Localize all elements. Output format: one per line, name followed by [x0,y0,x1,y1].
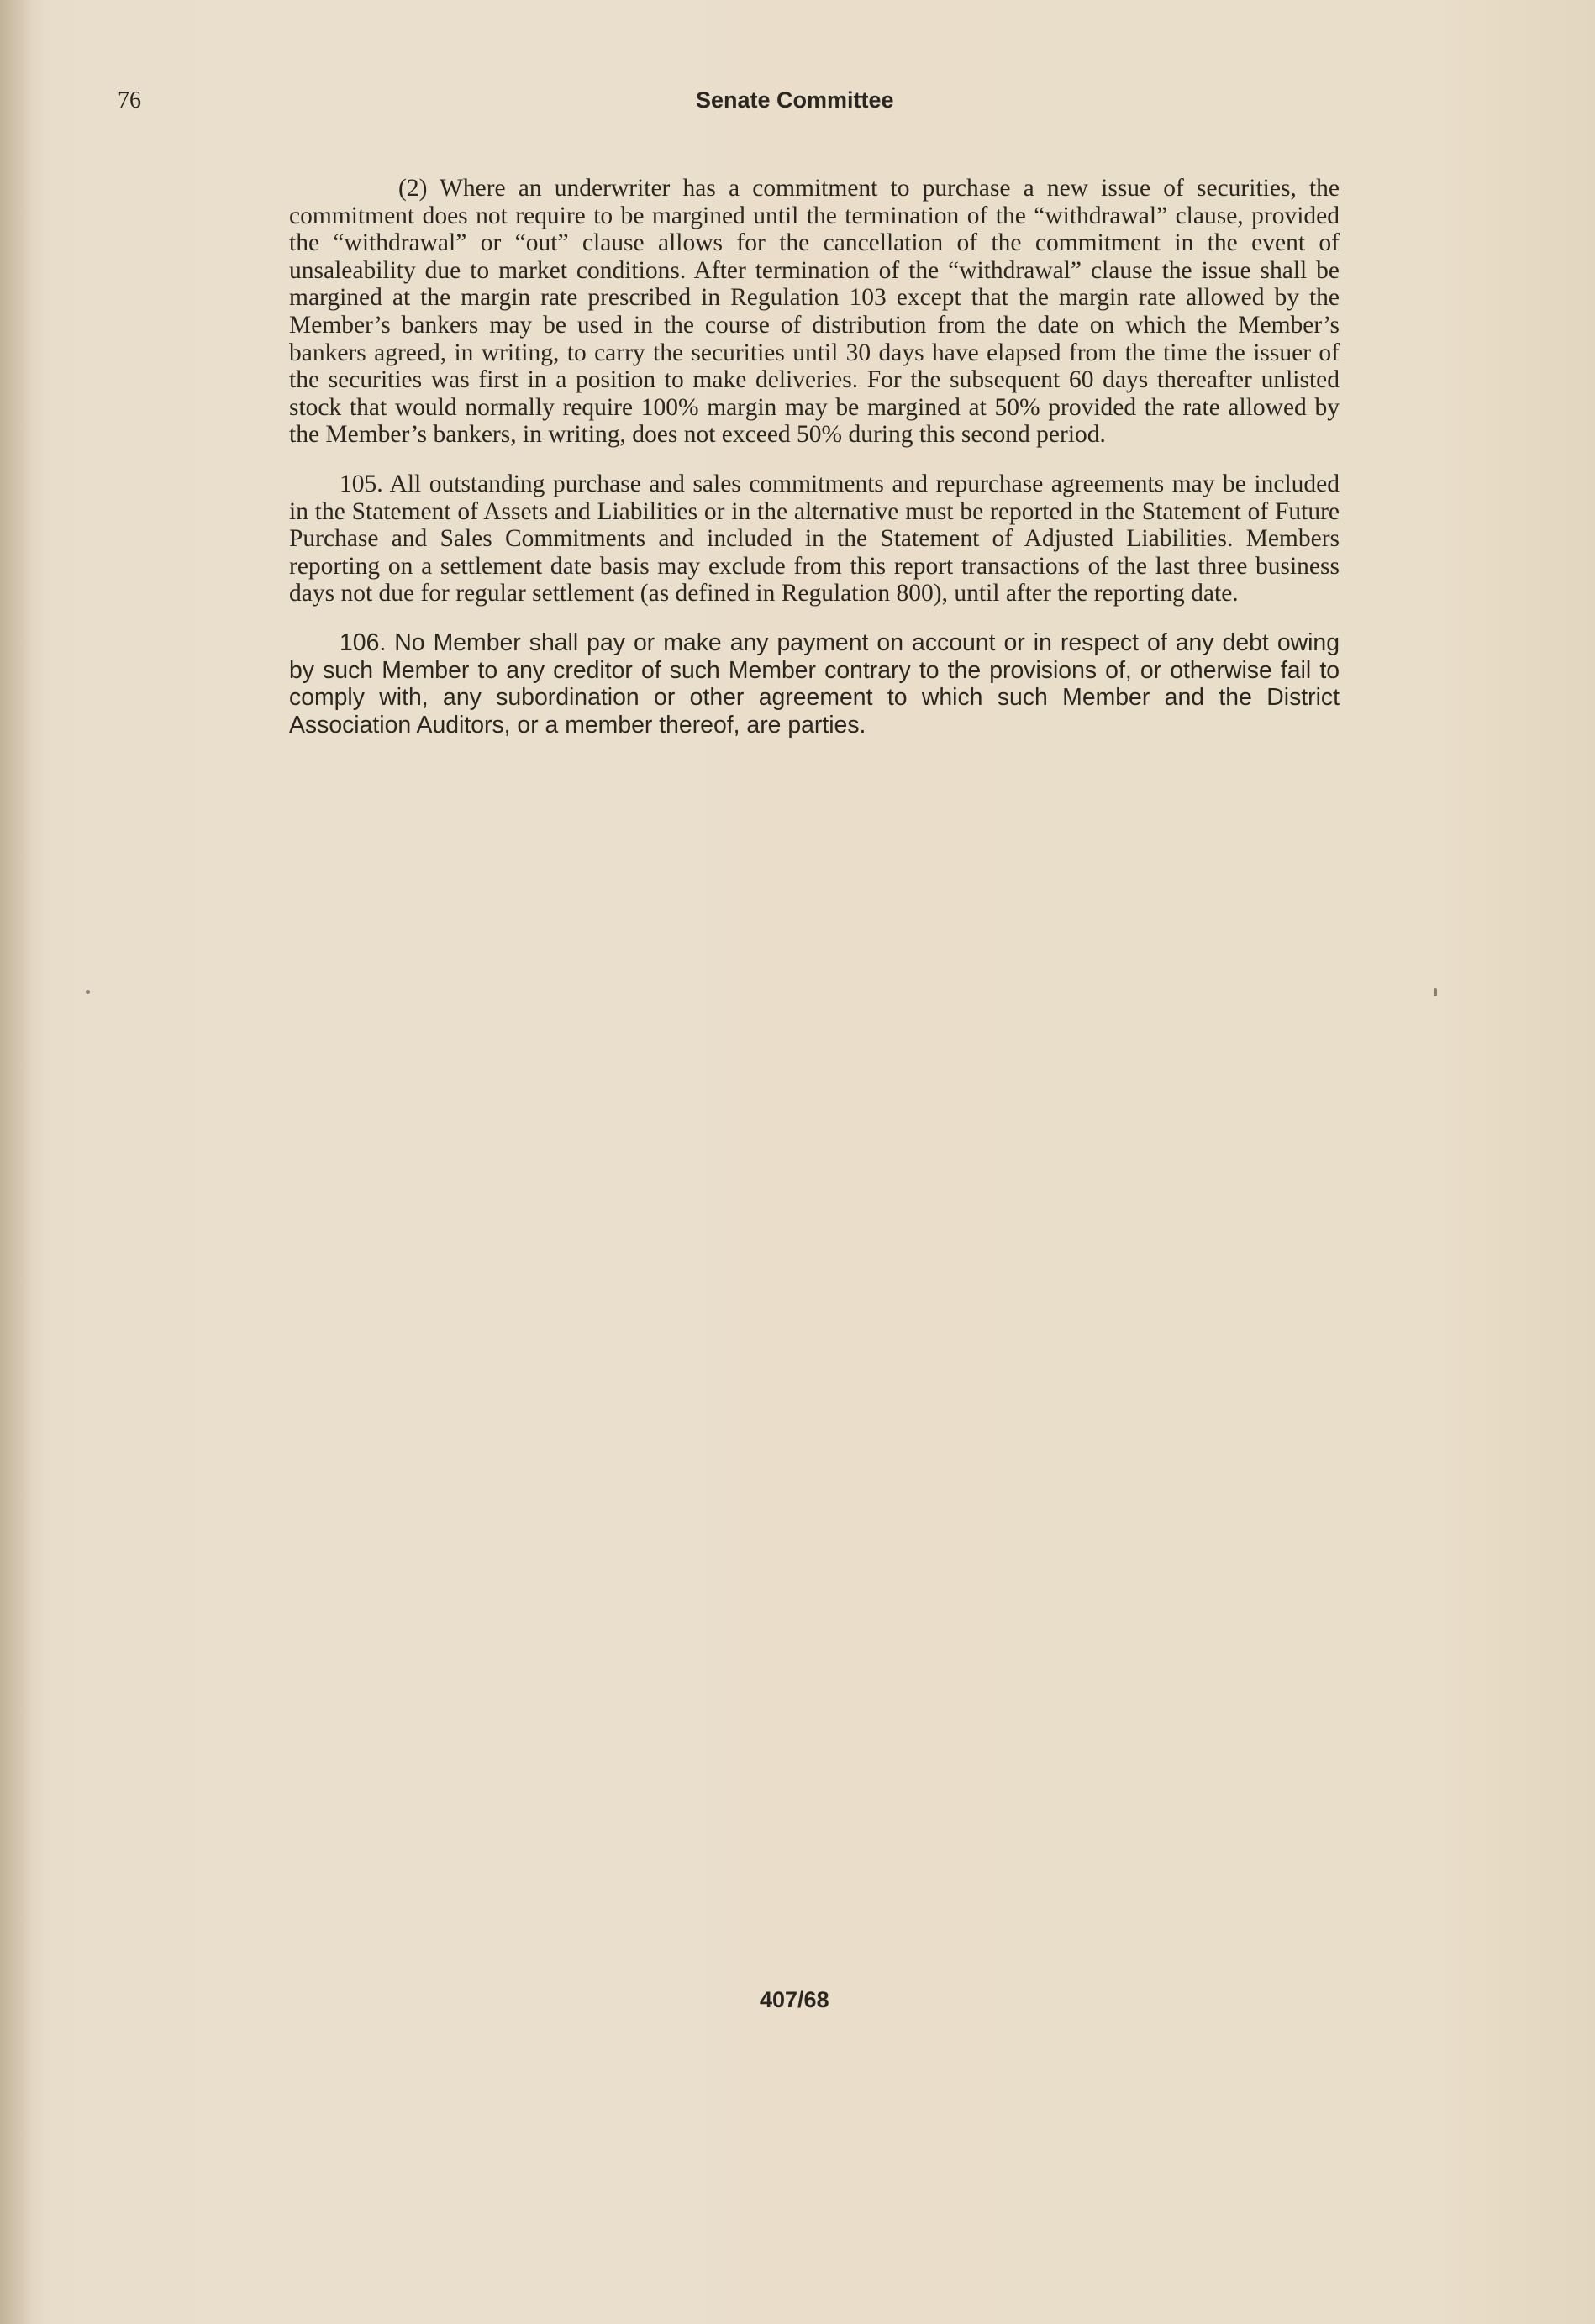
paragraph-105: 105. All outstanding purchase and sales commitments and repurchase agreements may be included in the Statement of Assets and Liabilities or in the alternative must be reported in the Statement of Future Purchase and Sales Commitments and included in the Statement of Adjusted Liabilities. Members reporting on a settlement date basis may exclude from this report transactions of the last three business days not due for regular settlement (as defined in Regulation 800), until after the reporting date. [289,470,1340,607]
page-number: 76 [118,87,141,113]
footer-code: 407/68 [760,1987,829,2012]
body-text [289,175,1340,760]
running-head [118,87,1336,121]
paragraph-106: 106. No Member shall pay or make any payment on account or in respect of any debt owing by such Member to any creditor of such Member contrary to the provisions of, or otherwise fail to comply with, any subordination or other agreement to which such Member and the District Association Auditors, or a member thereof, are parties. [289,628,1340,739]
dust-speck [86,990,90,994]
page-spine-shadow [0,0,34,2324]
paragraph-2: (2) Where an underwriter has a commitment to purchase a new issue of securities, the commitment does not require to be margined until the termination of the “withdrawal” clause, provided the “withdrawal” or “out” clause allows for the cancellation of the commitment in the event of unsaleability due to market conditions. After termination of the “withdrawal” clause the issue shall be margined at the margin rate prescribed in Regulation 103 except that the margin rate allowed by the Member’s bankers may be used in the course of distribution from the date on which the Member’s bankers agreed, in writing, to carry the securities until 30 days have elapsed from the time the issuer of the securities was first in a position to make deliveries. For the subsequent 60 days thereafter unlisted stock that would normally require 100% margin may be margined at 50% provided the rate allowed by the Member’s bankers, in writing, does not exceed 50% during this second period. [289,175,1340,449]
header-title: Senate Committee [696,87,894,113]
dust-speck [1434,988,1437,996]
